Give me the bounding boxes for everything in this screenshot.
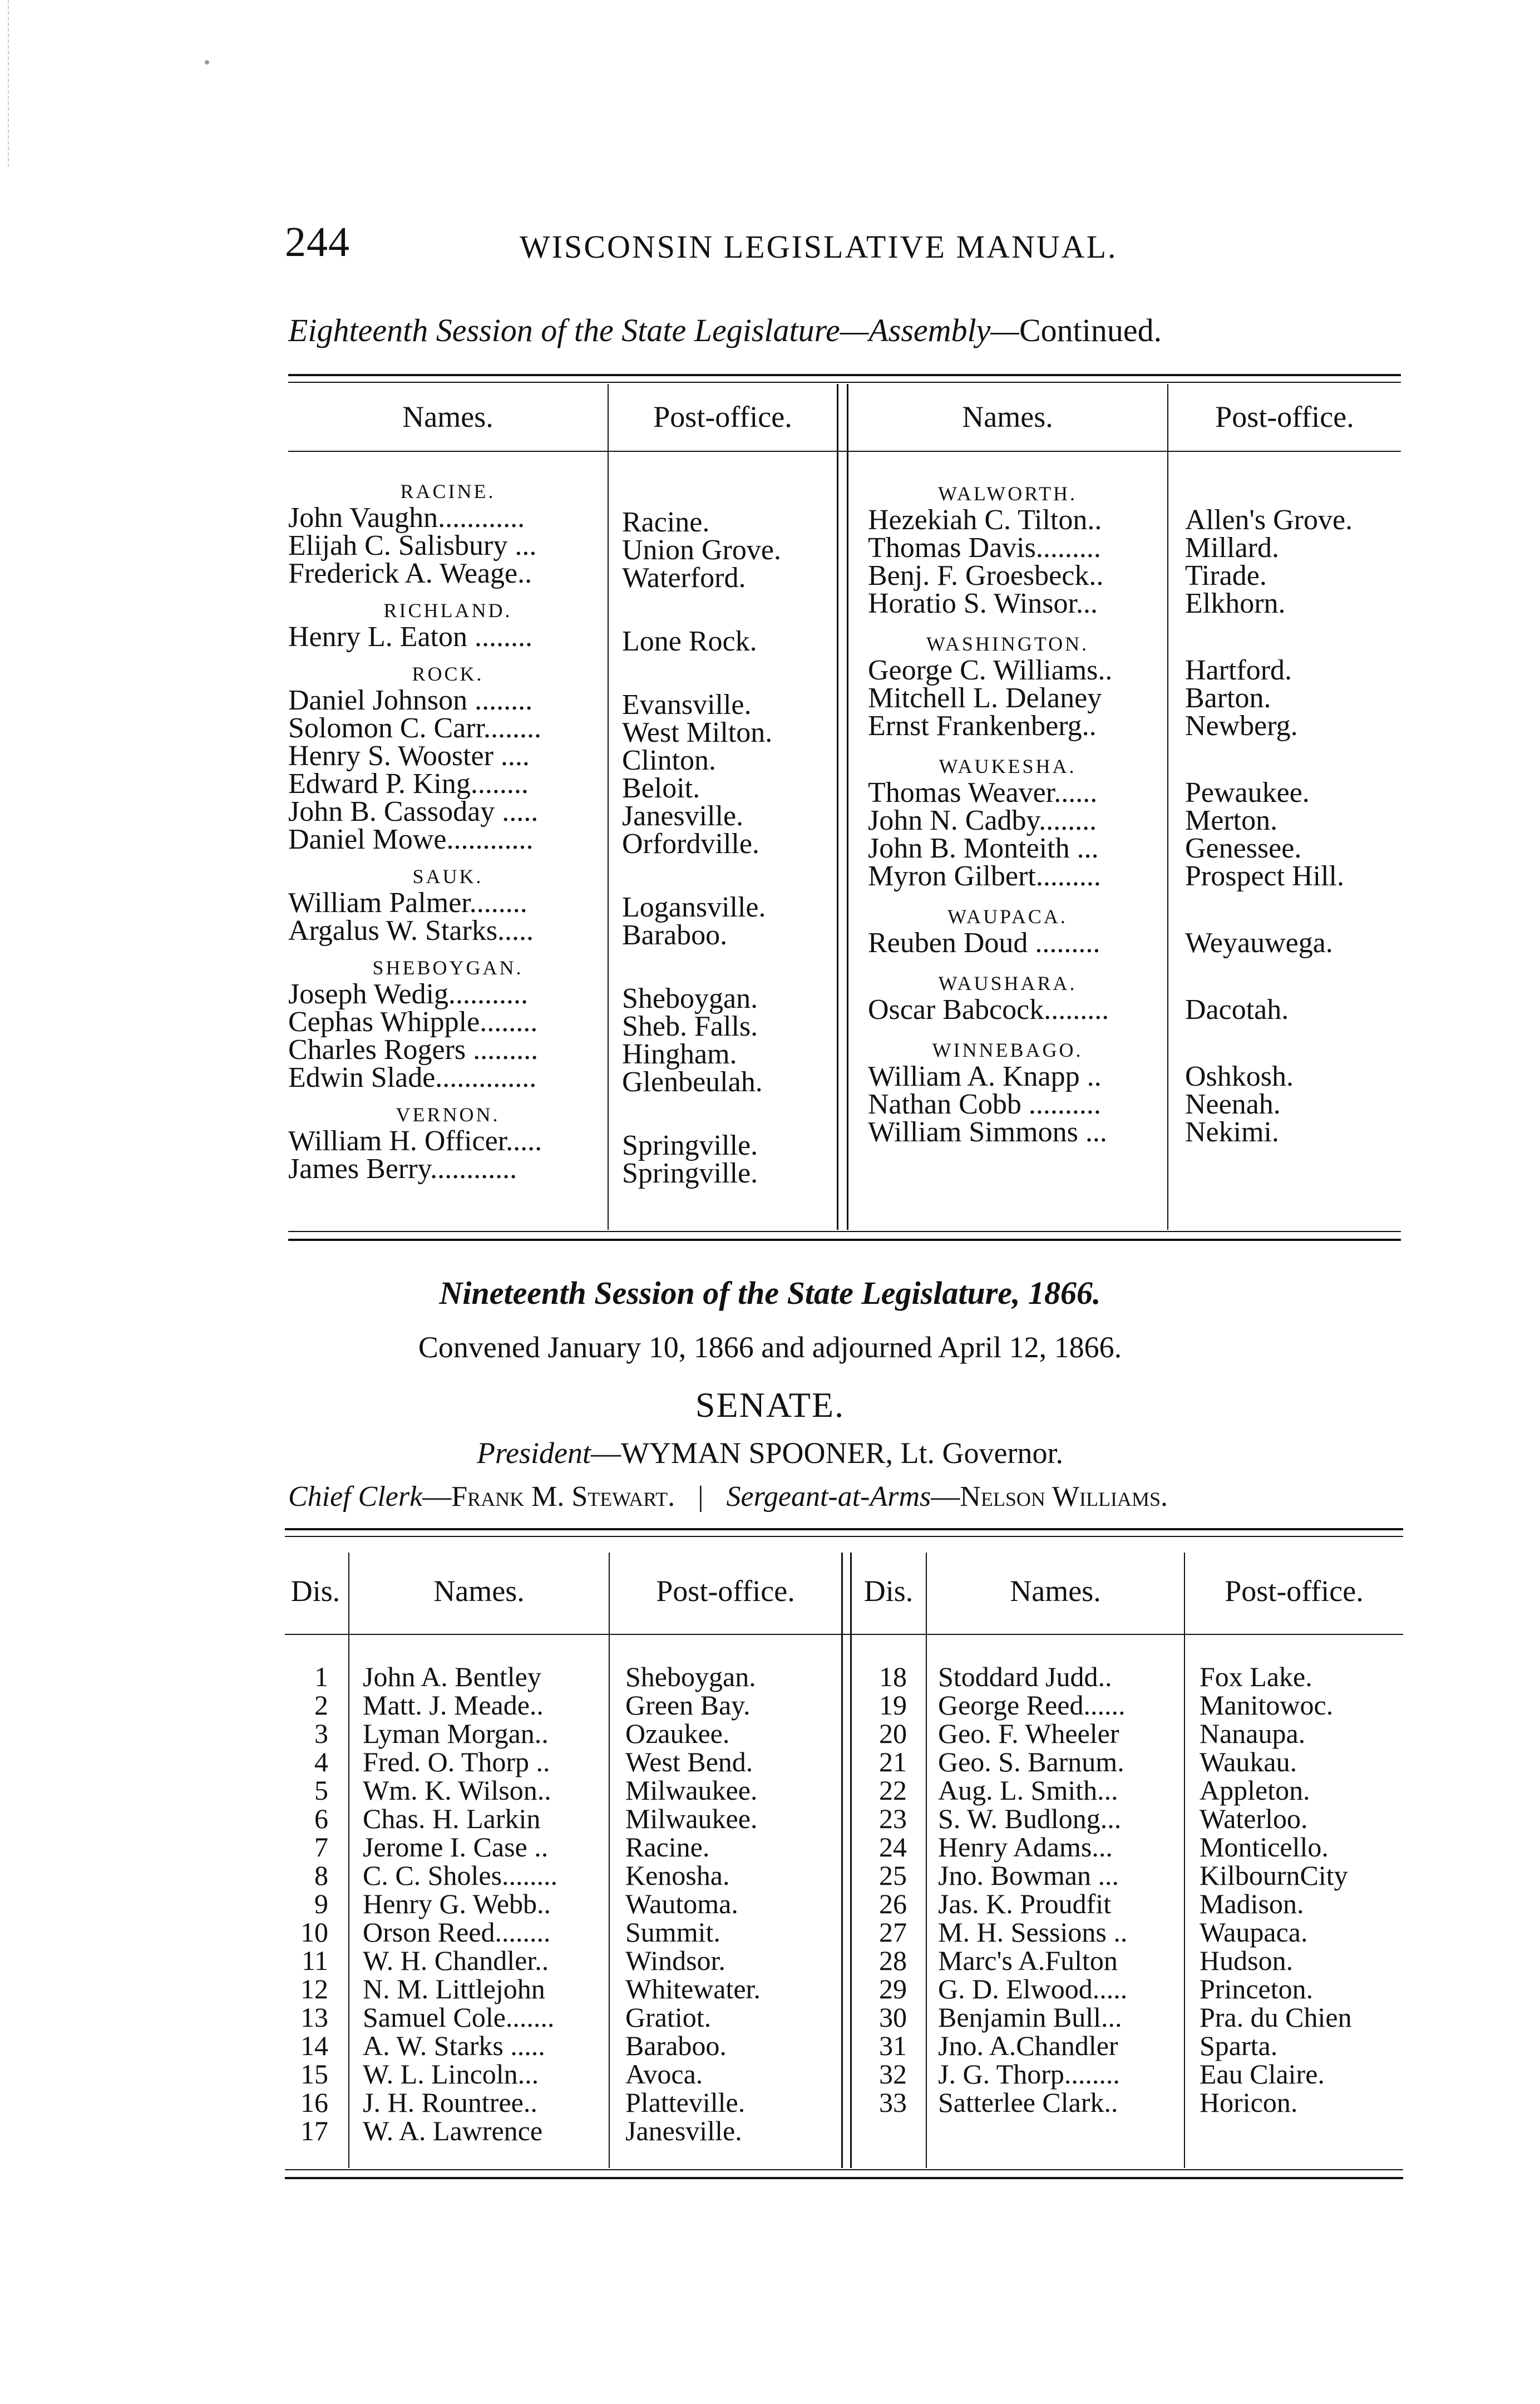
member-post-office: Baraboo. <box>622 919 728 951</box>
district-number: 33 <box>879 2087 907 2118</box>
district-number: 17 <box>300 2115 328 2146</box>
member-post-office: Prospect Hill. <box>1185 860 1344 892</box>
senator-post-office: Whitewater. <box>625 1973 761 2004</box>
page-number: 244 <box>285 219 350 265</box>
district-number: 29 <box>879 1973 907 2004</box>
officers-separator: | <box>698 1481 704 1513</box>
member-name: William Simmons ... <box>868 1116 1107 1148</box>
senator-post-office: Waterloo. <box>1200 1803 1308 1834</box>
senator-post-office: Milwaukee. <box>625 1803 758 1834</box>
member-name: James Berry............ <box>288 1153 517 1185</box>
member-name: Reuben Doud ......... <box>868 927 1100 959</box>
senate-header-po-right: Post-office. <box>1225 1574 1364 1608</box>
senator-name: S. W. Budlong... <box>938 1803 1122 1834</box>
senator-name: Fred. O. Thorp .. <box>363 1746 550 1777</box>
sergeant-label: Sergeant-at-Arms <box>726 1481 931 1513</box>
member-name: Horatio S. Winsor... <box>868 588 1098 619</box>
member-name: Elijah C. Salisbury ... <box>288 530 537 561</box>
senator-post-office: Milwaukee. <box>625 1775 758 1806</box>
district-number: 9 <box>314 1888 328 1919</box>
district-number: 28 <box>879 1945 907 1976</box>
senate-vrule-4 <box>926 1553 927 2168</box>
county-heading: WAUKESHA. <box>939 755 1077 777</box>
district-number: 11 <box>301 1945 328 1976</box>
member-post-office: Dacotah. <box>1185 994 1289 1026</box>
senator-post-office: Fox Lake. <box>1200 1661 1312 1692</box>
senator-name: Jno. A.Chandler <box>938 2030 1118 2061</box>
member-post-office: Oshkosh. <box>1185 1061 1294 1092</box>
member-name: Joseph Wedig........... <box>288 978 529 1010</box>
senator-post-office: Baraboo. <box>625 2030 727 2061</box>
officers-line <box>288 1480 1168 1513</box>
member-name: Thomas Weaver...... <box>868 777 1098 809</box>
senator-name: Stoddard Judd.. <box>938 1661 1112 1692</box>
member-post-office: Hartford. <box>1185 654 1292 686</box>
senator-name: W. H. Chandler.. <box>363 1945 549 1976</box>
senator-post-office: Racine. <box>625 1831 710 1863</box>
county-heading: RICHLAND. <box>383 599 512 622</box>
senator-post-office: Windsor. <box>625 1945 725 1976</box>
senator-name: Henry G. Webb.. <box>363 1888 551 1919</box>
member-post-office: Logansville. <box>622 891 766 923</box>
member-post-office: Springville. <box>622 1130 758 1161</box>
senator-name: Satterlee Clark.. <box>938 2087 1118 2118</box>
senator-post-office: Madison. <box>1200 1888 1304 1919</box>
member-name: William Palmer........ <box>288 887 527 919</box>
senator-name: J. G. Thorp........ <box>938 2058 1120 2090</box>
member-name: Ernst Frankenberg.. <box>868 710 1097 742</box>
assembly-header-po-left: Post-office. <box>653 400 792 433</box>
member-post-office: Genessee. <box>1185 832 1302 864</box>
member-post-office: Merton. <box>1185 805 1278 836</box>
assembly-header-names-left: Names. <box>402 400 493 433</box>
member-post-office: Orfordville. <box>622 828 759 860</box>
member-name: John B. Monteith ... <box>868 832 1099 864</box>
member-name: Myron Gilbert......... <box>868 860 1101 892</box>
member-name: Thomas Davis......... <box>868 532 1101 564</box>
senate-header-dis-left: Dis. <box>290 1574 340 1608</box>
scan-dust-dot <box>205 60 209 65</box>
senate-header-names-right: Names. <box>1010 1574 1101 1608</box>
county-heading: WAUSHARA. <box>938 972 1077 994</box>
nineteenth-session-title: Nineteenth Session of the State Legislature, 1866. <box>439 1275 1101 1311</box>
senate-top-rule <box>285 1528 1403 1530</box>
senate-header-po-left: Post-office. <box>656 1574 795 1608</box>
senator-post-office: Monticello. <box>1200 1831 1329 1863</box>
member-post-office: Hingham. <box>622 1038 737 1070</box>
district-number: 2 <box>314 1689 328 1721</box>
president-line <box>0 1436 1540 1470</box>
member-post-office: Lone Rock. <box>622 625 757 657</box>
member-post-office: Beloit. <box>622 772 700 804</box>
senator-post-office: Nanaupa. <box>1200 1718 1306 1749</box>
eighteenth-title-continued: Continued. <box>1019 312 1162 348</box>
county-heading: WASHINGTON. <box>926 633 1089 655</box>
senator-name: Henry Adams... <box>938 1831 1113 1863</box>
eighteenth-title-italic: Eighteenth Session of the State Legislature—Assembly— <box>288 312 1019 348</box>
county-heading: SAUK. <box>412 865 483 888</box>
senator-post-office: Hudson. <box>1200 1945 1294 1976</box>
senator-post-office: Sparta. <box>1200 2030 1278 2061</box>
senator-name: Jno. Bowman ... <box>938 1860 1119 1891</box>
senate-vrule-3a <box>841 1553 843 2168</box>
senator-name: C. C. Sholes........ <box>363 1860 558 1891</box>
senator-name: George Reed...... <box>938 1689 1126 1721</box>
member-post-office: Allen's Grove. <box>1185 504 1353 536</box>
member-name: Benj. F. Groesbeck.. <box>868 560 1104 592</box>
member-post-office: Nekimi. <box>1185 1116 1279 1148</box>
senator-name: Orson Reed........ <box>363 1917 551 1948</box>
member-name: Hezekiah C. Tilton.. <box>868 504 1102 536</box>
member-name: William H. Officer..... <box>288 1125 542 1157</box>
member-post-office: Janesville. <box>622 800 744 832</box>
county-heading: VERNON. <box>396 1104 500 1126</box>
district-number: 1 <box>314 1661 328 1692</box>
senator-post-office: Waukau. <box>1200 1746 1297 1777</box>
senator-post-office: Appleton. <box>1200 1775 1310 1806</box>
member-name: Henry S. Wooster .... <box>288 740 530 772</box>
district-number: 30 <box>879 2002 907 2033</box>
senator-name: G. D. Elwood..... <box>938 1973 1128 2004</box>
district-number: 4 <box>314 1746 328 1777</box>
senate-vrule-1 <box>348 1553 349 2168</box>
senator-post-office: Avoca. <box>625 2058 703 2090</box>
senator-post-office: Platteville. <box>625 2087 746 2118</box>
member-name: John B. Cassoday ..... <box>288 796 539 827</box>
district-number: 15 <box>300 2058 328 2090</box>
member-name: Daniel Johnson ........ <box>288 684 533 716</box>
assembly-top-rule <box>288 374 1401 376</box>
senate-vrule-3b <box>850 1553 852 2168</box>
district-number: 16 <box>300 2087 328 2118</box>
member-post-office: Elkhorn. <box>1185 588 1286 619</box>
senator-name: Matt. J. Meade.. <box>363 1689 544 1721</box>
member-name: John N. Cadby........ <box>868 805 1097 836</box>
district-number: 21 <box>879 1746 907 1777</box>
member-name: Cephas Whipple........ <box>288 1006 538 1038</box>
sergeant-value: —Nelson Williams. <box>931 1481 1168 1513</box>
chief-clerk-label: Chief Clerk <box>288 1481 423 1513</box>
senator-post-office: Gratiot. <box>625 2002 712 2033</box>
district-number: 31 <box>879 2030 907 2061</box>
convened-line: Convened January 10, 1866 and adjourned April 12, 1866. <box>418 1331 1122 1364</box>
district-number: 5 <box>314 1775 328 1806</box>
senator-post-office: Ozaukee. <box>625 1718 730 1749</box>
district-number: 7 <box>314 1831 328 1863</box>
senator-post-office: Princeton. <box>1200 1973 1314 2004</box>
member-name: Oscar Babcock......... <box>868 994 1109 1026</box>
member-name: Edwin Slade.............. <box>288 1062 537 1093</box>
member-post-office: Waterford. <box>622 562 746 594</box>
member-name: Henry L. Eaton ........ <box>288 621 533 653</box>
member-post-office: Union Grove. <box>622 534 781 566</box>
member-post-office: West Milton. <box>622 717 773 748</box>
assembly-header-rule <box>288 451 1401 452</box>
senator-name: John A. Bentley <box>363 1661 541 1692</box>
member-name: William A. Knapp .. <box>868 1061 1102 1092</box>
county-heading: WINNEBAGO. <box>932 1039 1083 1061</box>
member-post-office: Clinton. <box>622 745 717 776</box>
member-post-office: Weyauwega. <box>1185 927 1333 959</box>
member-post-office: Millard. <box>1185 532 1279 564</box>
member-post-office: Sheboygan. <box>622 983 758 1014</box>
senator-name: Geo. S. Barnum. <box>938 1746 1124 1777</box>
county-heading: SHEBOYGAN. <box>372 957 524 979</box>
member-post-office: Newberg. <box>1185 710 1298 742</box>
senate-bottom-rule-2 <box>285 2177 1403 2179</box>
member-post-office: Racine. <box>622 506 710 538</box>
member-name: Charles Rogers ......... <box>288 1034 539 1066</box>
senator-post-office: Manitowoc. <box>1200 1689 1334 1721</box>
district-number: 18 <box>879 1661 907 1692</box>
senator-name: Aug. L. Smith... <box>938 1775 1118 1806</box>
senator-name: Marc's A.Fulton <box>938 1945 1118 1976</box>
member-name: John Vaughn............ <box>288 502 525 534</box>
senator-post-office: Wautoma. <box>625 1888 738 1919</box>
assembly-header-po-right: Post-office. <box>1215 400 1354 433</box>
assembly-vrule-1 <box>608 384 609 1230</box>
member-name: Daniel Mowe............ <box>288 824 534 855</box>
senator-name: Benjamin Bull... <box>938 2002 1122 2033</box>
senate-vrule-2 <box>609 1553 610 2168</box>
county-heading: WALWORTH. <box>937 482 1078 505</box>
member-post-office: Glenbeulah. <box>622 1066 763 1098</box>
senator-post-office: Green Bay. <box>625 1689 751 1721</box>
senator-name: N. M. Littlejohn <box>363 1973 545 2004</box>
district-number: 13 <box>300 2002 328 2033</box>
eighteenth-session-title <box>288 312 1401 349</box>
member-post-office: Springville. <box>622 1157 758 1189</box>
member-post-office: Pewaukee. <box>1185 777 1310 809</box>
assembly-top-rule-2 <box>288 382 1401 383</box>
district-number: 3 <box>314 1718 328 1749</box>
senate-header-names-left: Names. <box>433 1574 525 1608</box>
senator-post-office: Eau Claire. <box>1200 2058 1325 2090</box>
member-post-office: Tirade. <box>1185 560 1267 592</box>
senator-name: J. H. Rountree.. <box>363 2087 537 2118</box>
senator-name: W. A. Lawrence <box>363 2115 543 2146</box>
senate-header-dis-right: Dis. <box>863 1574 914 1608</box>
assembly-vrule-3 <box>1167 384 1168 1230</box>
member-post-office: Evansville. <box>622 689 752 721</box>
running-head: WISCONSIN LEGISLATIVE MANUAL. <box>520 229 1118 265</box>
district-number: 27 <box>879 1917 907 1948</box>
senate-top-rule-2 <box>285 1536 1403 1537</box>
member-post-office: Barton. <box>1185 682 1271 714</box>
senator-post-office: Sheboygan. <box>625 1661 756 1692</box>
senator-post-office: Kenosha. <box>625 1860 730 1891</box>
senator-name: Wm. K. Wilson.. <box>363 1775 551 1806</box>
district-number: 24 <box>879 1831 907 1863</box>
member-name: George C. Williams.. <box>868 654 1113 686</box>
senator-name: M. H. Sessions .. <box>938 1917 1128 1948</box>
member-name: Nathan Cobb .......... <box>868 1088 1101 1120</box>
senator-name: Jas. K. Proudfit <box>938 1888 1112 1919</box>
senate-vrule-5 <box>1184 1553 1185 2168</box>
assembly-header-names-right: Names. <box>962 400 1053 433</box>
member-name: Edward P. King........ <box>288 768 529 800</box>
senate-header-rule <box>285 1634 1403 1635</box>
assembly-bottom-rule <box>288 1231 1401 1232</box>
senator-post-office: Summit. <box>625 1917 720 1948</box>
member-name: Solomon C. Carr........ <box>288 712 542 744</box>
senator-post-office: Janesville. <box>625 2115 742 2146</box>
senator-name: Samuel Cole....... <box>363 2002 555 2033</box>
district-number: 20 <box>879 1718 907 1749</box>
district-number: 32 <box>879 2058 907 2090</box>
member-post-office: Sheb. Falls. <box>622 1011 758 1042</box>
president-label: President <box>477 1436 591 1470</box>
senator-name: Chas. H. Larkin <box>363 1803 541 1834</box>
senator-name: Lyman Morgan.. <box>363 1718 549 1749</box>
senate-heading: SENATE. <box>695 1385 845 1425</box>
district-number: 25 <box>879 1860 907 1891</box>
president-value: —WYMAN SPOONER, Lt. Governor. <box>590 1436 1063 1470</box>
senator-name: Geo. F. Wheeler <box>938 1718 1119 1749</box>
senator-name: W. L. Lincoln... <box>363 2058 539 2090</box>
senator-post-office: Waupaca. <box>1200 1917 1308 1948</box>
senate-bottom-rule <box>285 2169 1403 2170</box>
member-name: Frederick A. Weage.. <box>288 558 532 589</box>
member-name: Mitchell L. Delaney <box>868 682 1102 714</box>
district-number: 22 <box>879 1775 907 1806</box>
district-number: 10 <box>300 1917 328 1948</box>
assembly-vrule-2b <box>847 384 848 1230</box>
district-number: 12 <box>300 1973 328 2004</box>
senator-name: Jerome I. Case .. <box>363 1831 549 1863</box>
member-name: Argalus W. Starks..... <box>288 915 534 947</box>
district-number: 6 <box>314 1803 328 1834</box>
district-number: 19 <box>879 1689 907 1721</box>
senator-post-office: KilbournCity <box>1200 1860 1348 1891</box>
district-number: 23 <box>879 1803 907 1834</box>
senator-post-office: West Bend. <box>625 1746 753 1777</box>
district-number: 14 <box>300 2030 328 2061</box>
assembly-vrule-2a <box>837 384 838 1230</box>
county-heading: WAUPACA. <box>947 905 1068 928</box>
senator-name: A. W. Starks ..... <box>363 2030 545 2061</box>
assembly-bottom-rule-2 <box>288 1239 1401 1241</box>
member-post-office: Neenah. <box>1185 1088 1281 1120</box>
scan-edge-mark <box>8 0 10 167</box>
county-heading: RACINE. <box>400 480 496 503</box>
district-number: 26 <box>879 1888 907 1919</box>
chief-clerk-value: —Frank M. Stewart. <box>422 1481 675 1513</box>
senator-post-office: Horicon. <box>1200 2087 1298 2118</box>
county-heading: ROCK. <box>412 663 484 685</box>
district-number: 8 <box>314 1860 328 1891</box>
senator-post-office: Pra. du Chien <box>1200 2002 1352 2033</box>
